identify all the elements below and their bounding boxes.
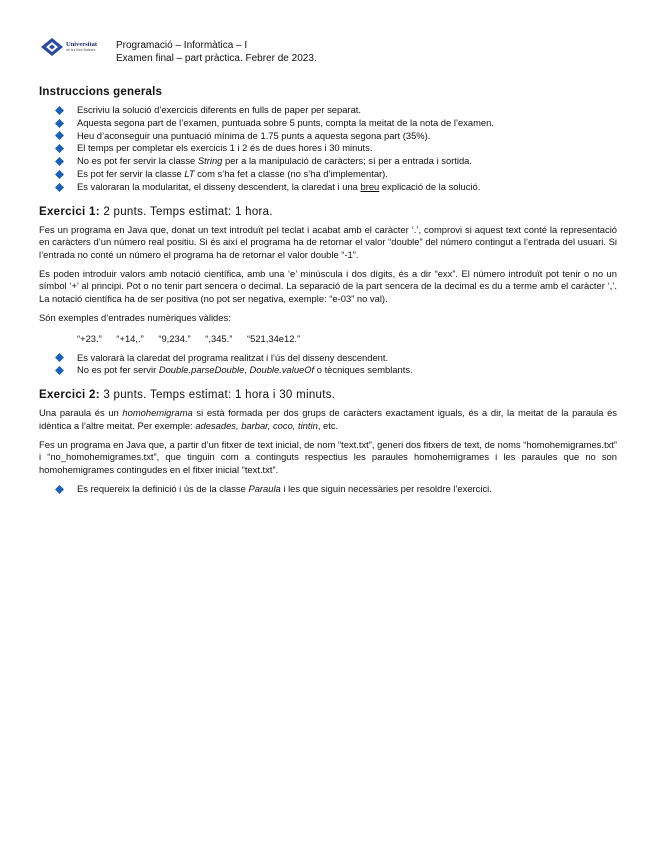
diamond-bullet-icon [55, 170, 64, 179]
exercise-2-notes [55, 483, 617, 496]
example-value: “+14,.” [116, 332, 144, 344]
page-header [39, 38, 617, 70]
diamond-bullet-icon [55, 353, 64, 362]
example-value: “521,34e12.” [246, 332, 301, 344]
list-item: No es pot fer servir la classe String per a la manipulació de caràcters; sí per a entrada i sortida. [55, 155, 617, 168]
list-item: Es valoraran la modularitat, el disseny descendent, la claredat i una breu explicació de la solució. [55, 181, 617, 194]
diamond-bullet-icon [55, 144, 64, 153]
exercise-1-paragraph-1: Fes un programa en Java que, donat un text introduït pel teclat i acabat amb el caràcter ‘.’, comprovi si aquest text conté la representació en caràcters d’un número real positiu. Si és així el programa ha de retornar el valor “double” del número contingut a l’entrada del usuari. Si l’entrada no conté un número el programa ha de retornar el valor double “-1”. [39, 223, 617, 260]
exercise-2-heading: Exercici 2: 3 punts. Temps estimat: 1 hora i 30 minuts. [39, 389, 336, 402]
diamond-bullet-icon [55, 106, 64, 115]
general-instructions-list [55, 104, 617, 194]
exercise-2-paragraph-1: Una paraula és un homohemigrama si està formada per dos grups de caràcters exactament iguals, és a dir, la meitat de la paraula és idèntica a l’altre meitat. Per exemple: adesades, barbar, coco, tintin, etc. [39, 407, 617, 431]
diamond-bullet-icon [55, 485, 64, 494]
exercise-1-paragraph-2: Es poden introduir valors amb notació científica, amb una ‘e’ minúscula i dos dígits, és a dir “exx”. El número introduït pot tenir o no un símbol ‘+’ al principi. Pot o no tenir part sencera o decimal. La separació de la part sencera de la decimal es du a terme amb el caràcter ‘,’. La notació científica ha de ser positiva (no pot ser negativa, exemple: “e-03” no val). [39, 267, 617, 305]
list-item: El temps per completar els exercicis 1 i 2 és de dues hores i 30 minuts. [55, 142, 617, 155]
exercise-2-paragraph-2: Fes un programa en Java que, a partir d’un fitxer de text inicial, de nom “text.txt”, generi dos fitxers de text, de noms “homohemigrames.txt” i “no_homohemigrames.txt”, que tinguin com a continguts respectius les paraules homohemigrames i les paraules que no son homohemigrames contingudes en el fitxer inicial “text.txt”. [39, 438, 617, 475]
university-emblem-icon [41, 38, 63, 56]
list-item: Escriviu la solució d’exercicis diferents en fulls de paper per separat. [55, 104, 617, 117]
logo-subtitle: de les Illes Balears [66, 48, 96, 52]
list-item: Es requereix la definició i ús de la classe Paraula i les que siguin necessàries per resoldre l’exercici. [55, 483, 617, 496]
diamond-bullet-icon [55, 119, 64, 128]
list-item: Es valorarà la claredat del programa realitzat i l’ús del disseny descendent. [55, 352, 617, 365]
logo-name: Universitat [66, 40, 98, 48]
exercise-1-heading: Exercici 1: 2 punts. Temps estimat: 1 hora. [39, 205, 273, 218]
valid-input-examples [77, 333, 617, 344]
list-item: Aquesta segona part de l’examen, puntuada sobre 5 punts, compta la meitat de la nota de l’examen. [55, 117, 617, 130]
diamond-bullet-icon [55, 183, 64, 192]
example-value: “+23.” [77, 332, 102, 344]
exercise-1-notes [55, 352, 617, 378]
list-item: No es pot fer servir Double.parseDouble, Double.valueOf o tècniques semblants. [55, 364, 617, 377]
exercise-1-paragraph-3: Són exemples d’entrades numèriques vàlides: [39, 311, 231, 323]
diamond-bullet-icon [55, 366, 64, 375]
list-item: Es pot fer servir la classe LT com s’ha fet a classe (no s’ha d’implementar). [55, 168, 617, 181]
diamond-bullet-icon [55, 131, 64, 140]
exam-page [39, 38, 617, 495]
university-logo [41, 38, 111, 56]
course-title: Programació – Informàtica – I [116, 40, 248, 51]
header-text [116, 39, 317, 65]
example-value: “,345.” [205, 332, 233, 344]
exam-title: Examen final – part pràctica. Febrer de 2023. [116, 53, 317, 64]
diamond-bullet-icon [55, 157, 64, 166]
general-instructions-heading: Instruccions generals [39, 86, 163, 98]
list-item: Heu d’aconseguir una puntuació mínima de 1.75 punts a aquesta segona part (35%). [55, 130, 617, 143]
example-value: “9,234.” [158, 332, 191, 344]
